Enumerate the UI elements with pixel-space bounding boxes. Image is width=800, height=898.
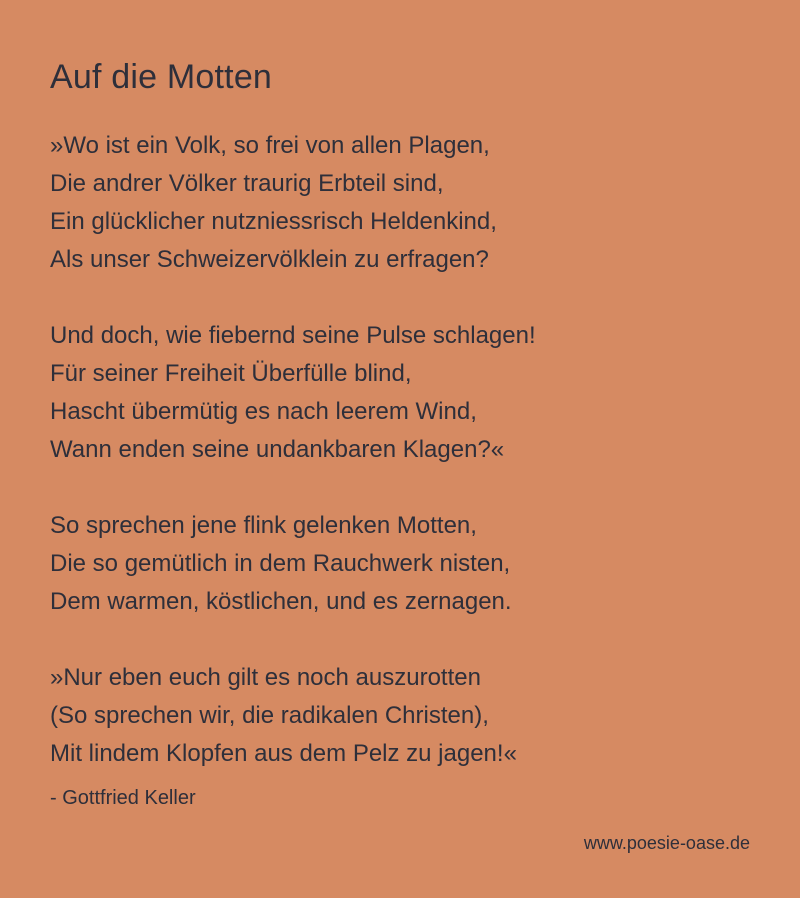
poem-line: Die so gemütlich in dem Rauchwerk nisten, (50, 550, 511, 577)
stanza-3 (50, 507, 536, 621)
poem-line: Und doch, wie fiebernd seine Pulse schlagen! (50, 322, 536, 349)
poem-line: Die andrer Völker traurig Erbteil sind, (50, 170, 444, 197)
poem-line: Für seiner Freiheit Überfülle blind, (50, 360, 412, 387)
poem-line: Als unser Schweizervölklein zu erfragen? (50, 246, 489, 273)
poem-line: Wann enden seine undankbaren Klagen?« (50, 436, 505, 463)
poem-line: »Wo ist ein Volk, so frei von allen Plagen, (50, 132, 490, 159)
stanza-1 (50, 127, 536, 279)
poem-author: - Gottfried Keller (50, 787, 196, 809)
stanza-2 (50, 317, 536, 469)
poem-line: »Nur eben euch gilt es noch auszurotten (50, 664, 481, 691)
stanza-4 (50, 659, 536, 773)
poem-line: So sprechen jene flink gelenken Motten, (50, 512, 477, 539)
poem-title: Auf die Motten (50, 58, 273, 96)
poem-line: Mit lindem Klopfen aus dem Pelz zu jagen!« (50, 740, 517, 767)
website-credit: www.poesie-oase.de (583, 833, 750, 853)
poem-line: Ein glücklicher nutzniessrisch Heldenkind, (50, 208, 497, 235)
poem-line: (So sprechen wir, die radikalen Christen), (50, 702, 489, 729)
poem-line: Dem warmen, köstlichen, und es zernagen. (50, 588, 512, 615)
poem-body (50, 127, 536, 811)
poem-line: Hascht übermütig es nach leerem Wind, (50, 398, 477, 425)
